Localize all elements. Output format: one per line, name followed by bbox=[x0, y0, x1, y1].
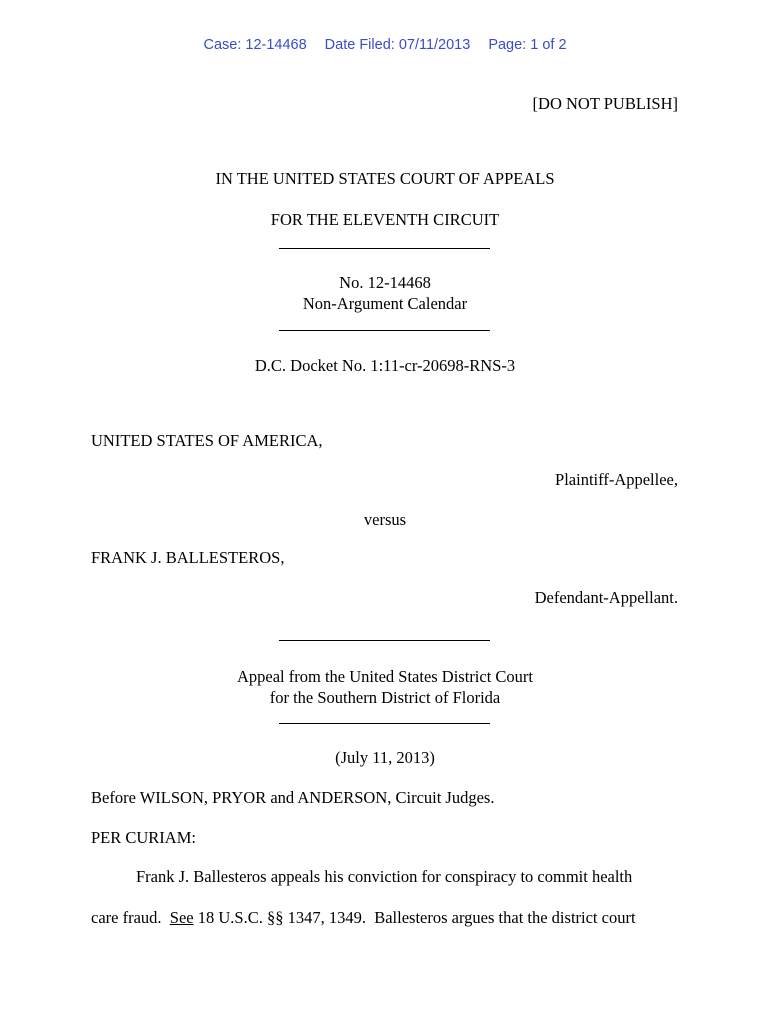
versus-label: versus bbox=[363, 510, 407, 529]
per-curiam-heading: PER CURIAM: bbox=[91, 828, 196, 847]
plaintiff-name: UNITED STATES OF AMERICA, bbox=[91, 431, 323, 450]
defendant-name: FRANK J. BALLESTEROS, bbox=[91, 548, 285, 567]
date-filed-stamp: Date Filed: 07/11/2013 bbox=[324, 37, 471, 53]
body-text: care fraud. bbox=[91, 908, 170, 927]
body-text: 18 U.S.C. §§ 1347, 1349. Ballesteros argues that the district court bbox=[193, 908, 636, 927]
page-count-stamp: Page: 1 of 2 bbox=[488, 37, 567, 53]
defendant-role: Defendant-Appellant. bbox=[534, 588, 678, 607]
divider-rule bbox=[279, 330, 490, 331]
calendar-type: Non-Argument Calendar bbox=[302, 294, 468, 313]
appeal-line-1: Appeal from the United States District Court bbox=[236, 667, 534, 686]
decision-date: (July 11, 2013) bbox=[335, 748, 435, 767]
opinion-body-line-2 bbox=[91, 908, 636, 928]
divider-rule bbox=[279, 640, 490, 641]
filing-stamp bbox=[0, 37, 770, 53]
plaintiff-role: Plaintiff-Appellee, bbox=[555, 470, 678, 489]
divider-rule bbox=[279, 248, 490, 249]
panel-judges: Before WILSON, PRYOR and ANDERSON, Circuit Judges. bbox=[91, 788, 495, 807]
case-number: No. 12-14468 bbox=[339, 273, 431, 292]
court-name-line-2: FOR THE ELEVENTH CIRCUIT bbox=[270, 210, 500, 229]
case-number-stamp: Case: 12-14468 bbox=[203, 37, 307, 53]
see-signal: See bbox=[169, 908, 194, 927]
docket-number: D.C. Docket No. 1:11-cr-20698-RNS-3 bbox=[254, 356, 516, 375]
divider-rule bbox=[279, 723, 490, 724]
court-name-line-1: IN THE UNITED STATES COURT OF APPEALS bbox=[215, 169, 555, 188]
publish-notice: [DO NOT PUBLISH] bbox=[532, 94, 678, 113]
opinion-body-line-1: Frank J. Ballesteros appeals his conviction for conspiracy to commit health bbox=[136, 867, 633, 886]
appeal-line-2: for the Southern District of Florida bbox=[269, 688, 501, 707]
